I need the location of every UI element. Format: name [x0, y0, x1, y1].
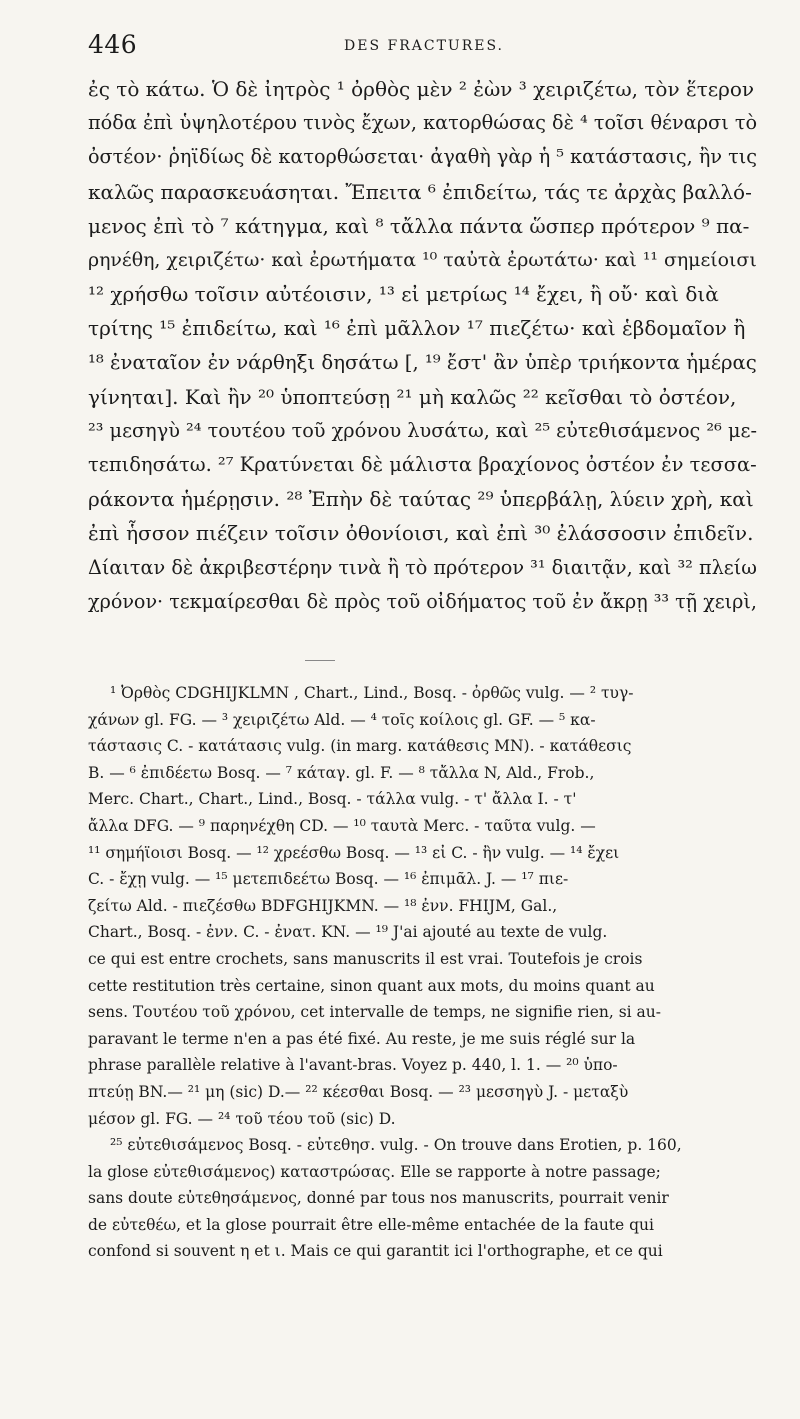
footnote-line: Merc. Chart., Chart., Lind., Bosq. - τάλλα vulg. - τ' ἄλλα I. - τ'	[88, 790, 577, 809]
text-line: ¹⁸ ἐναταῖον ἐν νάρθηξι δησάτω [, ¹⁹ ἔστ' ἂν ὑπὲρ τριήκοντα ἡμέρας	[88, 350, 757, 374]
footnote-line: de εὐτεθέω, et la glose pourrait être elle-même entachée de la faute qui	[88, 1215, 654, 1234]
footnote-line: τάστασις C. - κατάτασις vulg. (in marg. κατάθεσις MN). - κατάθεσις	[88, 737, 632, 756]
running-head: DES FRACTURES.	[344, 38, 505, 54]
text-line: μενος ἐπὶ τὸ ⁷ κάτηγμα, καὶ ⁸ τἄλλα πάντα ὥσπερ πρότερον ⁹ πα-	[88, 213, 750, 238]
footnote-line: ¹¹ σημήϊοισι Bosq. — ¹² χρεέσθω Bosq. — ¹³ εἰ C. - ἢν vulg. — ¹⁴ ἔχει	[88, 843, 620, 862]
footnote-line: la glose εὐτεθισάμενος) καταστρώσας. Elle se rapporte à notre passage;	[88, 1162, 661, 1181]
text-line: ὀστέον· ῥηϊδίως δὲ κατορθώσεται· ἀγαθὴ γὰρ ἡ ⁵ κατάστασις, ἢν τις	[88, 145, 757, 169]
footnote-line: ζείτω Ald. - πιεζέσθω BDFGHIJKMN. — ¹⁸ ἐνν. FHIJM, Gal.,	[88, 896, 558, 915]
text-line: ἐπὶ ἧσσον πιέζειν τοῖσιν ὀθονίοισι, καὶ ἐπὶ ³⁰ ἐλάσσοσιν ἐπιδεῖν.	[88, 521, 754, 546]
footnote-line: ce qui est entre crochets, sans manuscrits il est vrai. Toutefois je crois	[88, 949, 643, 968]
footnote-line: ¹ Ὀρθὸς CDGHIJKLMN , Chart., Lind., Bosq. - ὀρθῶς vulg. — ² τυγ-	[110, 684, 634, 702]
footnote-line: B. — ⁶ ἐπιδέετω Bosq. — ⁷ κάταγ. gl. F. — ⁸ τἄλλα N, Ald., Frob.,	[88, 763, 595, 782]
text-line: ἐς τὸ κάτω. Ὁ δὲ ἰητρὸς ¹ ὀρθὸς μὲν ² ἐὼν ³ χειριζέτω, τὸν ἕτερον	[88, 77, 755, 101]
footnote-line: χάνων gl. FG. — ³ χειριζέτω Ald. — ⁴ τοῖς κοίλοις gl. GF. — ⁵ κα-	[88, 710, 596, 729]
footnote-line: ἄλλα DFG. — ⁹ παρηνέχθη CD. — ¹⁰ ταυτὰ Merc. - ταῦτα vulg. —	[88, 816, 596, 835]
page-number: 446	[88, 30, 138, 59]
text-line: ράκοντα ἡμέρῃσιν. ²⁸ Ἐπὴν δὲ ταύτας ²⁹ ὑπερβάλῃ, λύειν χρὴ, καὶ	[88, 487, 754, 512]
text-line: Δίαιταν δὲ ἀκριβεστέρην τινὰ ἢ τὸ πρότερον ³¹ διαιτᾷν, καὶ ³² πλείω	[88, 555, 757, 579]
footnote-line: sens. Τουτέου τοῦ χρόνου, cet intervalle de temps, ne signifie rien, si au-	[88, 1003, 662, 1022]
footnote-divider	[305, 660, 335, 661]
text-line: ¹² χρήσθω τοῖσιν αὐτέοισιν, ¹³ εἰ μετρίως ¹⁴ ἔχει, ἢ οὔ· καὶ διὰ	[88, 282, 719, 307]
footnote-line: πτεύῃ BN.— ²¹ μη (sic) D.— ²² κέεσθαι Bosq. — ²³ μεσσηγὺ J. - μεταξὺ	[88, 1082, 629, 1101]
footnote-line: sans doute εὐτεθησάμενος, donné par tous nos manuscrits, pourrait venir	[88, 1189, 669, 1208]
footnote-line: paravant le terme n'en a pas été fixé. Au reste, je me suis réglé sur la	[88, 1029, 636, 1048]
text-line: πόδα ἐπὶ ὑψηλοτέρου τινὸς ἔχων, κατορθώσας δὲ ⁴ τοῖσι θέναρσι τὸ	[88, 111, 758, 135]
text-line: καλῶς παρασκευάσηται. Ἔπειτα ⁶ ἐπιδείτω, τάς τε ἀρχὰς βαλλό-	[88, 179, 752, 204]
footnote-line: confond si souvent η et ι. Mais ce qui garantit ici l'orthographe, et ce qui	[88, 1242, 663, 1261]
footnote-line: C. - ἔχῃ vulg. — ¹⁵ μετεπιδεέτω Bosq. — ¹⁶ ἐπιμᾶλ. J. — ¹⁷ πιε-	[88, 870, 569, 889]
page-header	[88, 30, 764, 64]
text-line: γίνηται]. Καὶ ἢν ²⁰ ὑποπτεύσῃ ²¹ μὴ καλῶς ²² κεῖσθαι τὸ ὀστέον,	[88, 384, 737, 409]
footnote-line: cette restitution très certaine, sinon quant aux mots, du moins quant au	[88, 976, 655, 995]
footnote-line: ²⁵ εὐτεθισάμενος Bosq. - εὐτεθησ. vulg. - On trouve dans Erotien, p. 160,	[110, 1136, 682, 1155]
text-line: τεπιδησάτω. ²⁷ Κρατύνεται δὲ μάλιστα βραχίονος ὀστέον ἐν τεσσα-	[88, 453, 757, 477]
footnote-line: μέσον gl. FG. — ²⁴ τοῦ τέου τοῦ (sic) D.	[88, 1109, 396, 1128]
footnote-line: Chart., Bosq. - ἐνν. C. - ἐνατ. KN. — ¹⁹ J'ai ajouté au texte de vulg.	[88, 923, 608, 942]
main-greek-text	[88, 72, 764, 619]
footnotes	[88, 680, 764, 1265]
text-line: τρίτης ¹⁵ ἐπιδείτω, καὶ ¹⁶ ἐπὶ μᾶλλον ¹⁷ πιεζέτω· καὶ ἑβδομαῖον ἢ	[88, 316, 746, 341]
footnote-line: phrase parallèle relative à l'avant-bras. Voyez p. 440, l. 1. — ²⁰ ὑπο-	[88, 1056, 618, 1075]
text-line: ρηνέθη, χειριζέτω· καὶ ἐρωτήματα ¹⁰ ταὐτὰ ἐρωτάτω· καὶ ¹¹ σημείοισι	[88, 248, 757, 271]
text-line: ²³ μεσηγὺ ²⁴ τουτέου τοῦ χρόνου λυσάτω, καὶ ²⁵ εὐτεθισάμενος ²⁶ με-	[88, 418, 757, 442]
text-line: χρόνον· τεκμαίρεσθαι δὲ πρὸς τοῦ οἰδήματος τοῦ ἐν ἄκρῃ ³³ τῇ χειρὶ,	[88, 589, 757, 613]
